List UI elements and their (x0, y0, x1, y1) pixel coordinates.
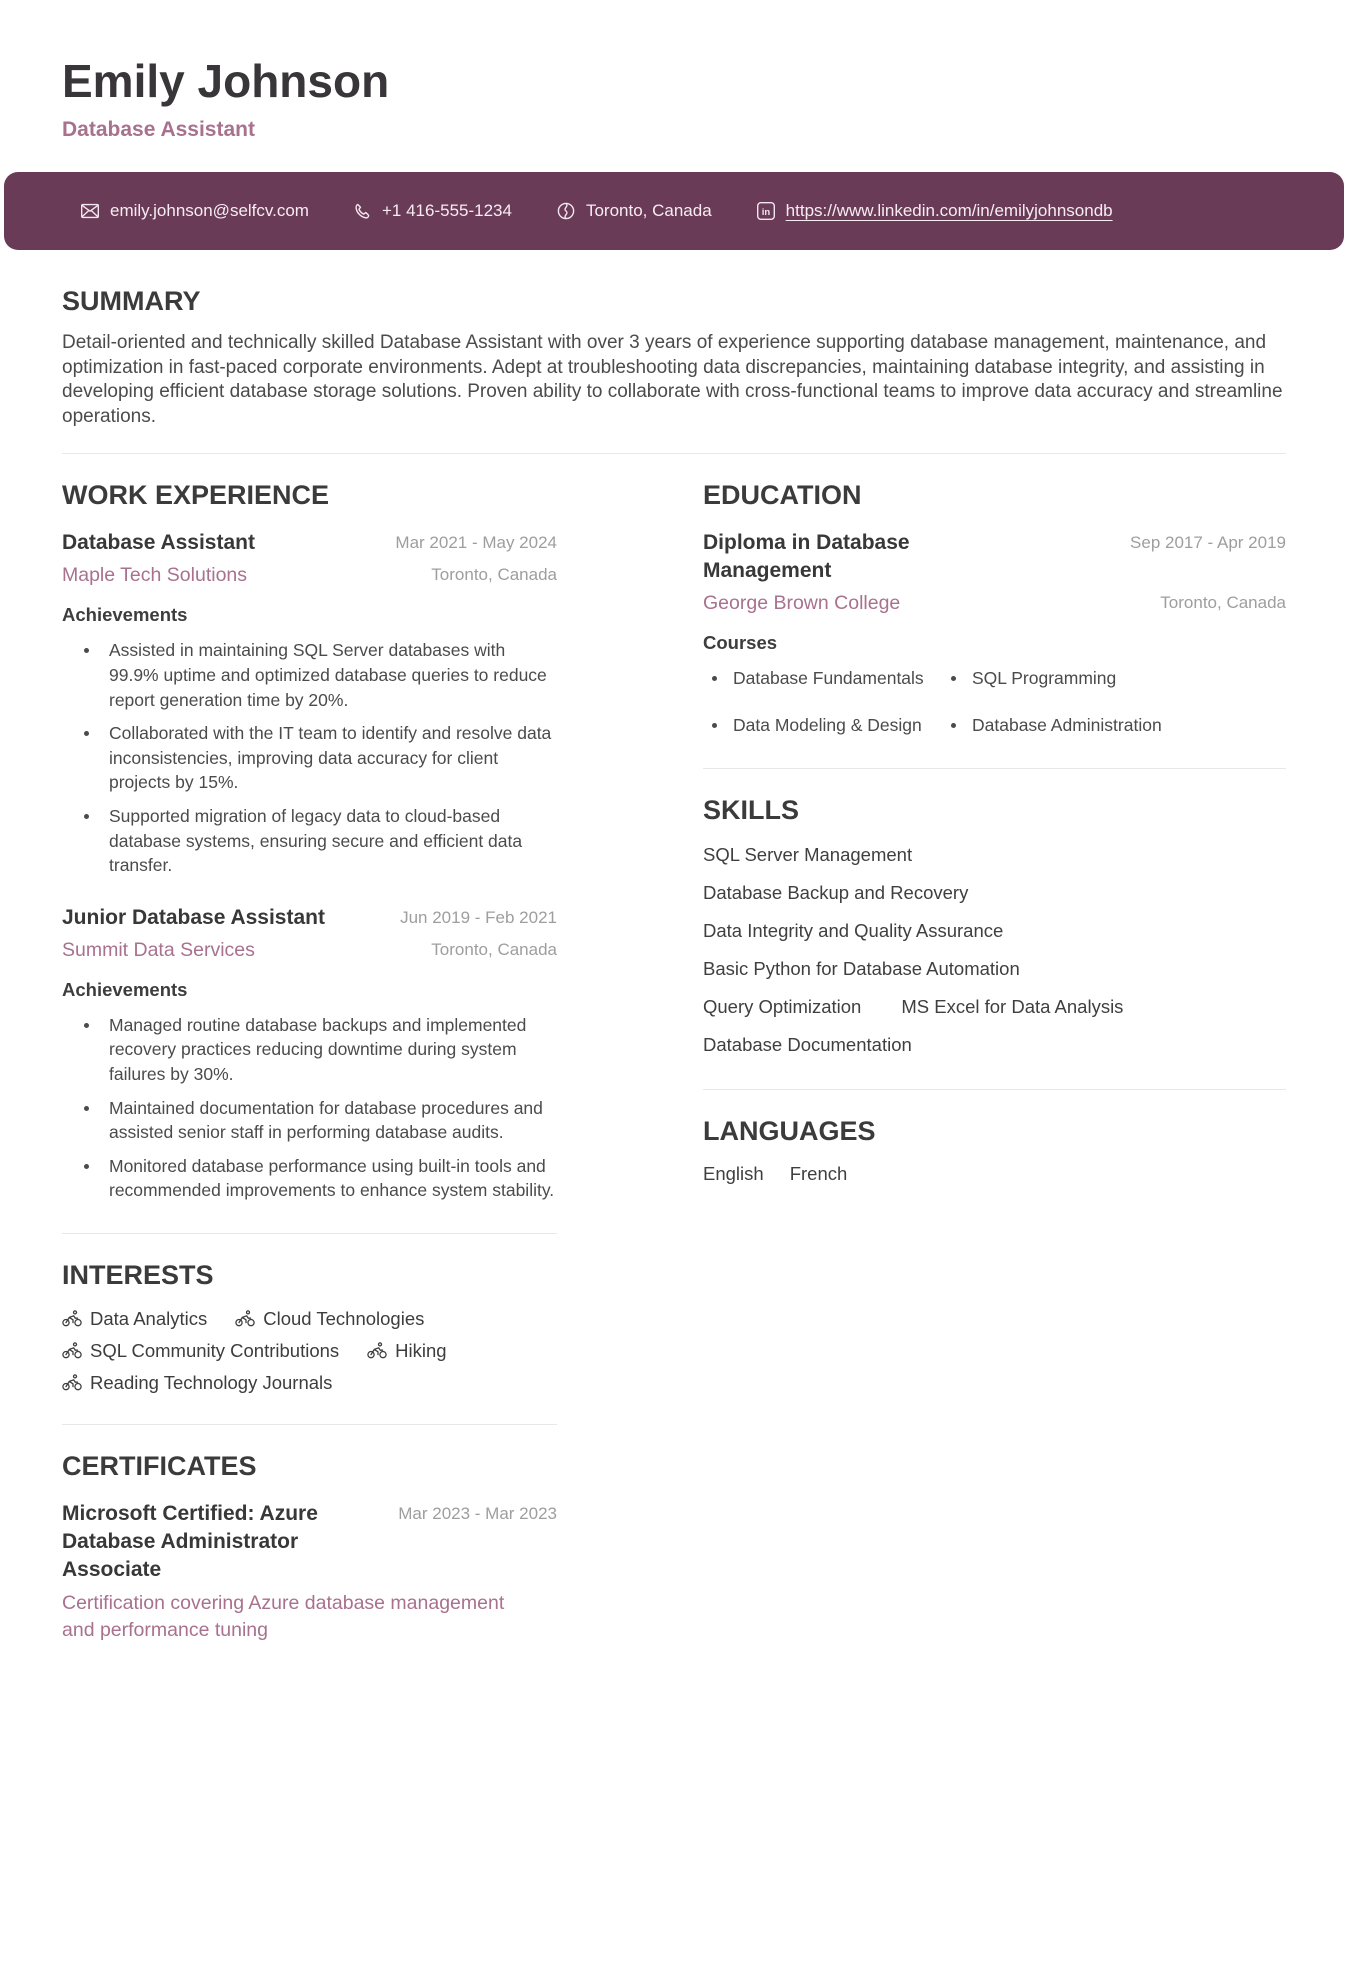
language-item: French (789, 1162, 848, 1184)
education-dates: Sep 2017 - Apr 2019 (1130, 533, 1286, 553)
interest-item (62, 1371, 332, 1394)
summary-section (62, 286, 1286, 454)
divider (62, 453, 1286, 454)
achievements-label: Achievements (62, 978, 188, 1000)
cycling-icon (235, 1310, 255, 1327)
job-entry-subheader (62, 562, 557, 588)
contact-bar (4, 172, 1344, 250)
divider (703, 768, 1286, 769)
achievement-item: Monitored database performance using built-in tools and recommended improvements to enhance system stability. (62, 1154, 557, 1203)
interests-heading: INTERESTS (62, 1259, 214, 1290)
education-heading: EDUCATION (703, 480, 862, 511)
skill-item: Basic Python for Database Automation (703, 957, 1020, 979)
svg-text:in: in (761, 206, 770, 218)
achievement-item: Supported migration of legacy data to cloud-based database systems, ensuring secure and efficient data transfer. (62, 804, 557, 878)
skill-item: Database Documentation (703, 1033, 912, 1055)
person-job-title: Database Assistant (62, 118, 255, 141)
summary-heading: SUMMARY (62, 286, 201, 316)
resume-page (0, 54, 1350, 1644)
achievement-item: Assisted in maintaining SQL Server databases with 99.9% uptime and optimized database queries to reduce report generation time by 20%. (62, 638, 557, 712)
certificate-entry-header (62, 1500, 557, 1584)
job-entry (62, 904, 557, 1203)
left-column (62, 480, 557, 1644)
job-title: Database Assistant (62, 531, 255, 555)
skill-item: MS Excel for Data Analysis (901, 995, 1124, 1017)
job-dates: Mar 2021 - May 2024 (395, 533, 557, 553)
linkedin-link[interactable]: https://www.linkedin.com/in/emilyjohnsondb (785, 201, 1113, 220)
cycling-icon (62, 1310, 82, 1327)
globe-icon (556, 201, 576, 221)
work-experience-heading: WORK EXPERIENCE (62, 480, 330, 511)
phone-icon (353, 202, 372, 221)
divider (703, 1089, 1286, 1090)
interest-label: Reading Technology Journals (90, 1371, 333, 1393)
course-item: Database Fundamentals (703, 666, 928, 691)
achievement-item: Managed routine database backups and implemented recovery practices reducing downtime during system failures by 30%. (62, 1013, 557, 1087)
course-item: SQL Programming (942, 666, 1286, 691)
contact-location-text: Toronto, Canada (585, 201, 712, 220)
course-item: Data Modeling & Design (703, 713, 928, 738)
certificate-dates: Mar 2023 - Mar 2023 (398, 1503, 557, 1523)
education-entry (703, 529, 1286, 737)
job-title: Junior Database Assistant (62, 905, 325, 929)
language-item: English (703, 1162, 764, 1184)
languages-list (703, 1163, 1286, 1185)
interests-list (62, 1307, 557, 1394)
education-entry-subheader (703, 590, 1286, 616)
job-dates: Jun 2019 - Feb 2021 (400, 907, 557, 927)
job-entry-subheader (62, 937, 557, 963)
cycling-icon (62, 1374, 82, 1391)
courses-label: Courses (703, 632, 778, 654)
linkedin-icon (756, 201, 776, 221)
contact-phone-text: +1 416-555-1234 (381, 201, 512, 220)
achievement-item: Maintained documentation for database procedures and assisted senior staff in performing database audits. (62, 1096, 557, 1145)
envelope-icon (80, 201, 100, 221)
interest-label: Hiking (395, 1339, 447, 1361)
interest-item (62, 1339, 339, 1362)
right-column (703, 480, 1286, 1184)
achievement-item: Collaborated with the IT team to identify and resolve data inconsistencies, improving data accuracy for client projects by 15%. (62, 721, 557, 795)
skill-item: Database Backup and Recovery (703, 881, 969, 903)
interest-label: Data Analytics (90, 1307, 208, 1329)
certificates-heading: CERTIFICATES (62, 1450, 257, 1481)
contact-location (556, 201, 712, 221)
divider (62, 1233, 557, 1234)
interest-item (235, 1307, 424, 1330)
columns (62, 480, 1286, 1644)
school-name: George Brown College (703, 592, 901, 615)
skill-item: Query Optimization (703, 995, 862, 1017)
course-item: Database Administration (942, 713, 1286, 738)
achievements-label: Achievements (62, 604, 188, 626)
education-entry-header (703, 529, 1286, 585)
skill-item: SQL Server Management (703, 843, 913, 865)
person-name: Emily Johnson (62, 55, 390, 107)
contact-phone (353, 201, 512, 221)
interest-item (62, 1307, 207, 1330)
contact-email-text: emily.johnson@selfcv.com (110, 201, 309, 220)
cycling-icon (62, 1342, 82, 1359)
certificate-title: Microsoft Certified: Azure Database Administrator Associate (62, 1501, 318, 1581)
education-location: Toronto, Canada (1160, 593, 1286, 613)
contact-email (80, 201, 309, 221)
summary-text: Detail-oriented and technically skilled Database Assistant with over 3 years of experience supporting database management, maintenance, and optimization in fast-paced corporate environments. Adept at troubleshooting data discrepancies, maintaining database integrity, and assisting in developing efficient database storage solutions. Proven ability to collaborate with cross-functional teams to improve data accuracy and streamline operations. (62, 332, 1283, 427)
divider (62, 1424, 557, 1425)
job-entry-header (62, 904, 557, 932)
certificate-description: Certification covering Azure database management and performance tuning (62, 1591, 505, 1641)
job-location: Toronto, Canada (431, 939, 557, 959)
interest-item (367, 1339, 446, 1362)
achievements-list (62, 1013, 557, 1203)
interest-label: SQL Community Contributions (90, 1339, 340, 1361)
job-entry (62, 529, 557, 877)
cycling-icon (367, 1342, 387, 1359)
certificate-entry (62, 1500, 557, 1644)
job-location: Toronto, Canada (431, 565, 557, 585)
job-entry-header (62, 529, 557, 557)
skills-list (703, 842, 1208, 1057)
skills-heading: SKILLS (703, 794, 800, 825)
job-company: Summit Data Services (62, 938, 255, 961)
skill-item: Data Integrity and Quality Assurance (703, 919, 1004, 941)
degree-title: Diploma in Database Management (703, 531, 910, 583)
achievements-list (62, 638, 557, 877)
contact-linkedin (756, 201, 1113, 221)
job-company: Maple Tech Solutions (62, 564, 248, 587)
languages-heading: LANGUAGES (703, 1115, 876, 1146)
interest-label: Cloud Technologies (263, 1307, 425, 1329)
courses-list (703, 666, 1286, 737)
